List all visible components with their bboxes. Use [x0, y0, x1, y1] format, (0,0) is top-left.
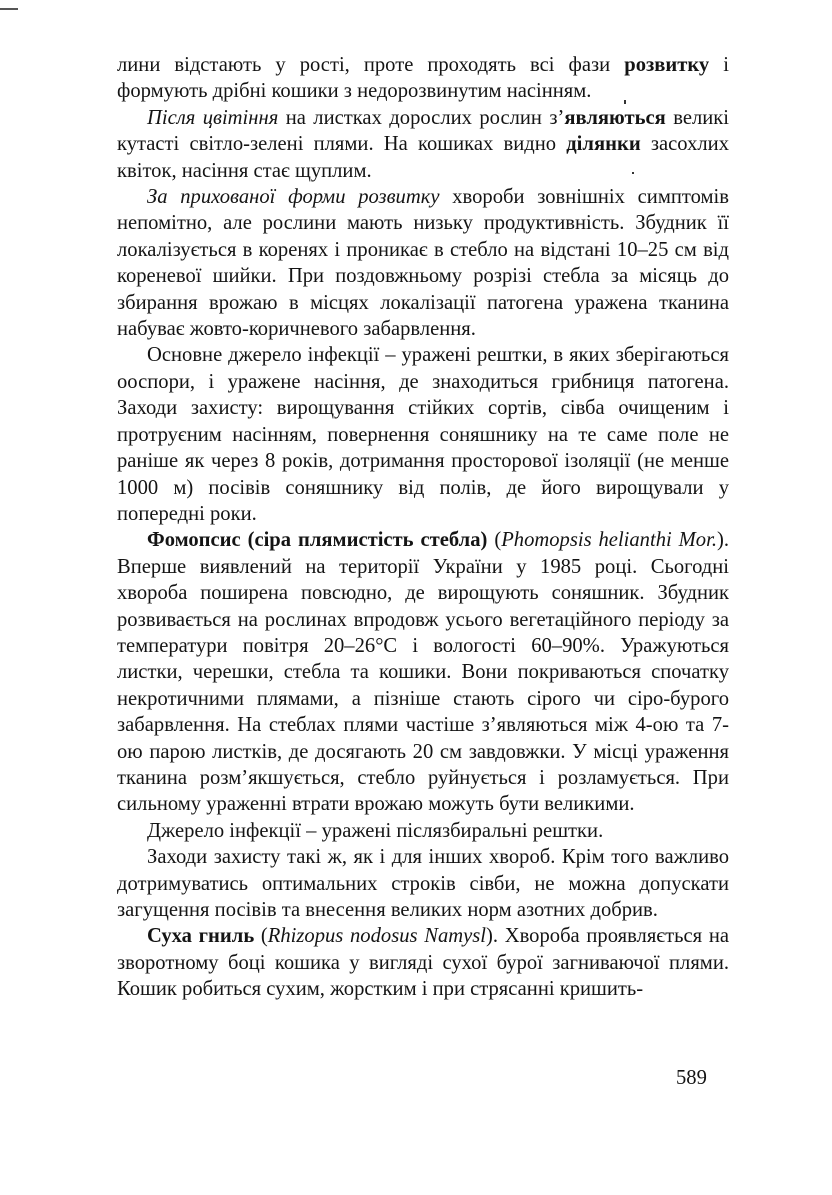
- bold-text: ділянки: [566, 133, 641, 156]
- latin-name: Rhizopus nodosus Namysl: [267, 925, 487, 948]
- section-heading: Фомопсис (сіра плямистість стебла): [147, 529, 488, 552]
- paragraph-7: Заходи захисту такі ж, як і для інших хвороб. Крім того важливо дотримуватись оптимальних строків сівби, не можна допускати загущення посівів та внесення великих норм азотних добрив.: [117, 846, 729, 921]
- text: хвороби зовнішніх симптомів непомітно, але рослини мають низьку продуктивність. Збудник її локалізується в коренях і проникає в стебло на відстані 10–25 см від кореневої шийки. При поздовжньому розрізі стебла за місяць до збирання врожаю в місцях локалізації патогена уражена тканина набуває жовто-коричневого забарвлення.: [117, 186, 729, 341]
- latin-name: Phomopsis helianthi Mor.: [501, 529, 717, 552]
- bold-text: являються: [564, 106, 666, 129]
- paragraph-6: Джерело інфекції – уражені післязбиральні рештки.: [147, 819, 604, 842]
- text: лини відстають у рості, проте проходять всі фази: [117, 54, 625, 76]
- text: ). Хвороба проявляється на зворотному боці кошика у вигляді сухої бурої загниваючої плями. Кошик робиться сухим, жорстким і при стрясанні кришить-: [117, 925, 729, 1001]
- paragraph-3: [117, 184, 729, 342]
- text: (: [254, 925, 268, 948]
- paragraph-2: [117, 105, 729, 184]
- text: великі кутасті світло-зелені плями. На кошиках видно: [117, 106, 729, 156]
- text: на листках дорослих рослин з’: [278, 106, 565, 129]
- paragraph-8: [117, 923, 729, 1002]
- paragraph-1: [117, 52, 729, 105]
- text: і формують дрібні кошики з недорозвинутим насінням.: [117, 54, 729, 103]
- paragraph-5: [117, 527, 729, 817]
- italic-text: За прихованої форми розвитку: [147, 186, 440, 209]
- text: ). Вперше виявлений на території України у 1985 році. Сьогодні хвороба поширена повсюдно, де вирощують соняшник. Збудник розвивається на рослинах впродовж усього вегетаційного періоду за температури повітря 20–26°С і вологості 60–90%. Уражуються листки, черешки, стебла та кошики. Вони покриваються спочатку некротичними плямами, а пізніше стають сірого чи сіро-бурого забарвлення. На стеблах плями частіше з’являються між 4-ою та 7-ою парою листків, де досягають 20 см завдовжки. У місці ураження тканина розм’якшується, стебло руйнується і розламується. При сильному ураженні втрати врожаю можуть бути великими.: [117, 529, 729, 816]
- paragraph-4: Основне джерело інфекції – уражені рештки, в яких зберігаються ооспори, і уражене насіння, де знаходиться грибниця патогена. Заходи захисту: вирощування стійких сортів, сівба очищеним і протруєним насінням, повернення соняшнику на те саме поле не раніше як через 8 років, дотримання просторової ізоляції (не менше 1000 м) посівів соняшнику від полів, де його вирощували у попередні роки.: [117, 344, 729, 525]
- text: засохлих квіток, насіння стає щуплим.: [117, 133, 729, 182]
- document-page: [117, 52, 729, 1003]
- bold-text: розвитку: [624, 54, 710, 76]
- page-number: 589: [676, 1067, 707, 1089]
- text: (: [487, 529, 502, 552]
- section-heading: Суха гниль: [147, 925, 255, 948]
- italic-text: Після цвітіння: [147, 106, 279, 129]
- scan-edge-mark: [0, 8, 18, 10]
